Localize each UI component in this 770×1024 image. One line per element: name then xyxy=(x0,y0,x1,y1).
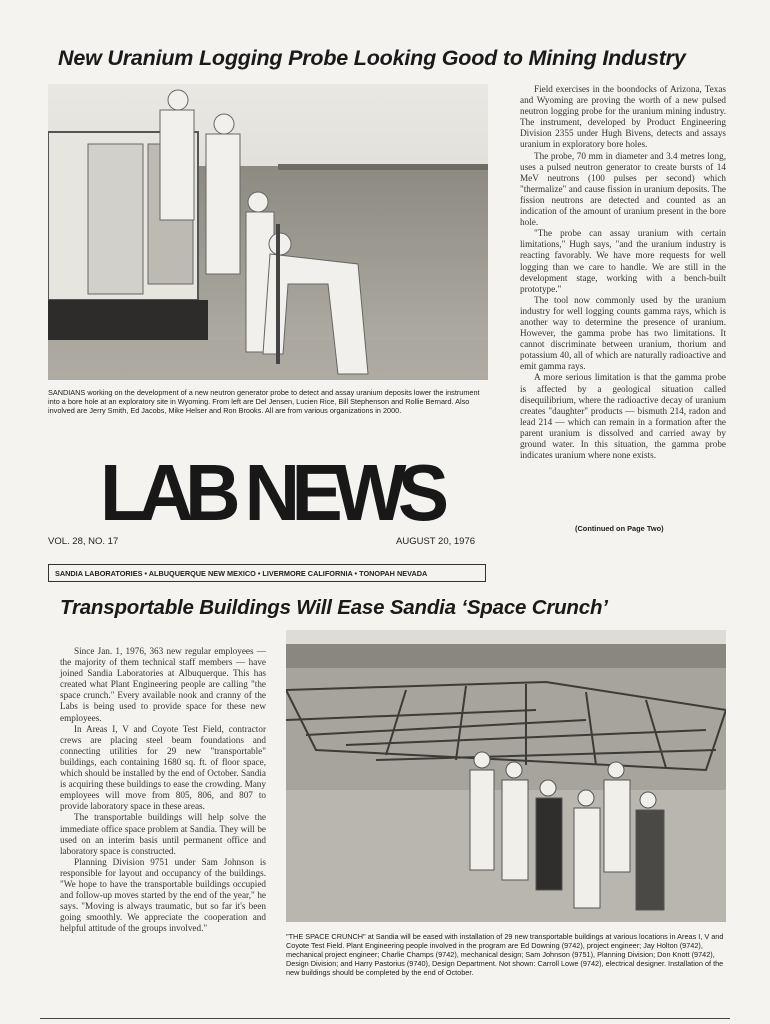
story1-paragraph: Field exercises in the boondocks of Arizona, Texas and Wyoming are proving the worth of a new pulsed neutron logging probe for the uranium mining industry. The instrument, developed by Product Engineering Division 2355 under Hugh Bivens, detects and assays uranium in exploratory bore holes. xyxy=(520,84,726,150)
story1-photo xyxy=(48,84,488,380)
story2-caption: "THE SPACE CRUNCH" at Sandia will be eased with installation of 29 new transportable buildings at various locations in Areas I, V and Coyote Test Field. Plant Engineering people involved in the program are Ed Downing (9742), project engineer; Jay Holton (9742), mechanical project engineer; Charlie Champs (9742), mechanical design; Sam Johnson (9751), Planning Division; Don Knott (9742), Design Division; and Harry Pastorius (9740), Design Department. Not shown: Carroll Lowe (9742), electrical designer. Installation of the new buildings should be completed by the end of October. xyxy=(286,932,724,977)
story1-paragraph: "The probe can assay uranium with certain limitations," Hugh says, "and the uranium industry is reacting favorably. We have more requests for well logging than we care to handle. We are still in the development stage, working with a bench-built prototype." xyxy=(520,228,726,294)
story1-caption: SANDIANS working on the development of a new neutron generator probe to detect and assay uranium deposits lower the instrument into a bore hole at an exploratory site in Wyoming. From left are Del Jensen, Lucien Rice, Bill Stephenson and Rollie Bernard. Also involved are Jerry Smith, Ed Jacobs, Mike Helser and Ron Brooks. All are from various organizations in 2000. xyxy=(48,388,480,415)
story2-paragraph: Planning Division 9751 under Sam Johnson is responsible for layout and occupancy of the buildings. "We hope to have the transportable buildings occupied and follow-up moves started by the end of the year," he says. "Moving is always traumatic, but so far it's been going smoothly. We appreciate the cooperation and helpful attitude of the groups involved." xyxy=(60,856,266,934)
bottom-rule xyxy=(40,1018,730,1019)
volume-number: VOL. 28, NO. 17 xyxy=(48,536,119,547)
story2-photo xyxy=(286,630,726,922)
issue-date: AUGUST 20, 1976 xyxy=(396,536,476,547)
story1-body xyxy=(520,84,726,461)
story2-body xyxy=(60,646,266,934)
probe-field-photo xyxy=(48,84,488,380)
story1-paragraph: A more serious limitation is that the gamma probe is affected by a geological situation called disequilibrium, where the radioactive decay of uranium creates "daughter" products — bismuth 214, radon and lead 214 — which can remain in a formation after the parent uranium is dissolved and carried away by ground water. In this situation, the gamma probe indicates uranium where none exists. xyxy=(520,372,726,461)
continued-note: (Continued on Page Two) xyxy=(575,524,664,533)
address-banner: SANDIA LABORATORIES • ALBUQUERQUE NEW MEXICO • LIVERMORE CALIFORNIA • TONOPAH NEVADA xyxy=(48,564,486,582)
construction-site-photo xyxy=(286,630,726,922)
story2-paragraph: The transportable buildings will help solve the immediate office space problem at Sandia. They will be used on an interim basis until permanent office and laboratory space is constructed. xyxy=(60,812,266,856)
story1-headline: New Uranium Logging Probe Looking Good to Mining Industry xyxy=(58,46,686,70)
story2-paragraph: Since Jan. 1, 1976, 363 new regular employees — the majority of them technical staff members — have joined Sandia Laboratories at Albuquerque. This has created what Plant Engineering people are calling "the space crunch." Every available nook and cranny of the Labs is being used to provide space for these new employees. xyxy=(60,646,266,723)
story2-headline: Transportable Buildings Will Ease Sandia ‘Space Crunch’ xyxy=(60,596,608,619)
story1-paragraph: The probe, 70 mm in diameter and 3.4 metres long, uses a pulsed neutron generator to create bursts of 14 MeV neutrons (100 pulses per second) which "thermalize" and cause fission in uranium deposits. The fission neutrons are detected and counted as an indication of the amount of uranium present in the bore hole. xyxy=(520,150,726,228)
masthead-logo: LAB NEWS xyxy=(100,448,441,537)
story1-paragraph: The tool now commonly used by the uranium industry for well logging counts gamma rays, which is another way to determine the presence of uranium. However, the gamma probe has two limitations. It cannot discriminate between uranium, thorium and potassium 40, all of which are naturally radioactive and emit gamma rays. xyxy=(520,294,726,372)
story2-paragraph: In Areas I, V and Coyote Test Field, contractor crews are placing steel beam foundations and connecting utilities for 29 new "transportable" buildings, each containing 1680 sq. ft. of floor space, which should be installed by the end of October. Sandia is acquiring these buildings to ease the crowding. Many employees will move from 805, 806, and 807 to provide laboratory space in these areas. xyxy=(60,723,266,812)
